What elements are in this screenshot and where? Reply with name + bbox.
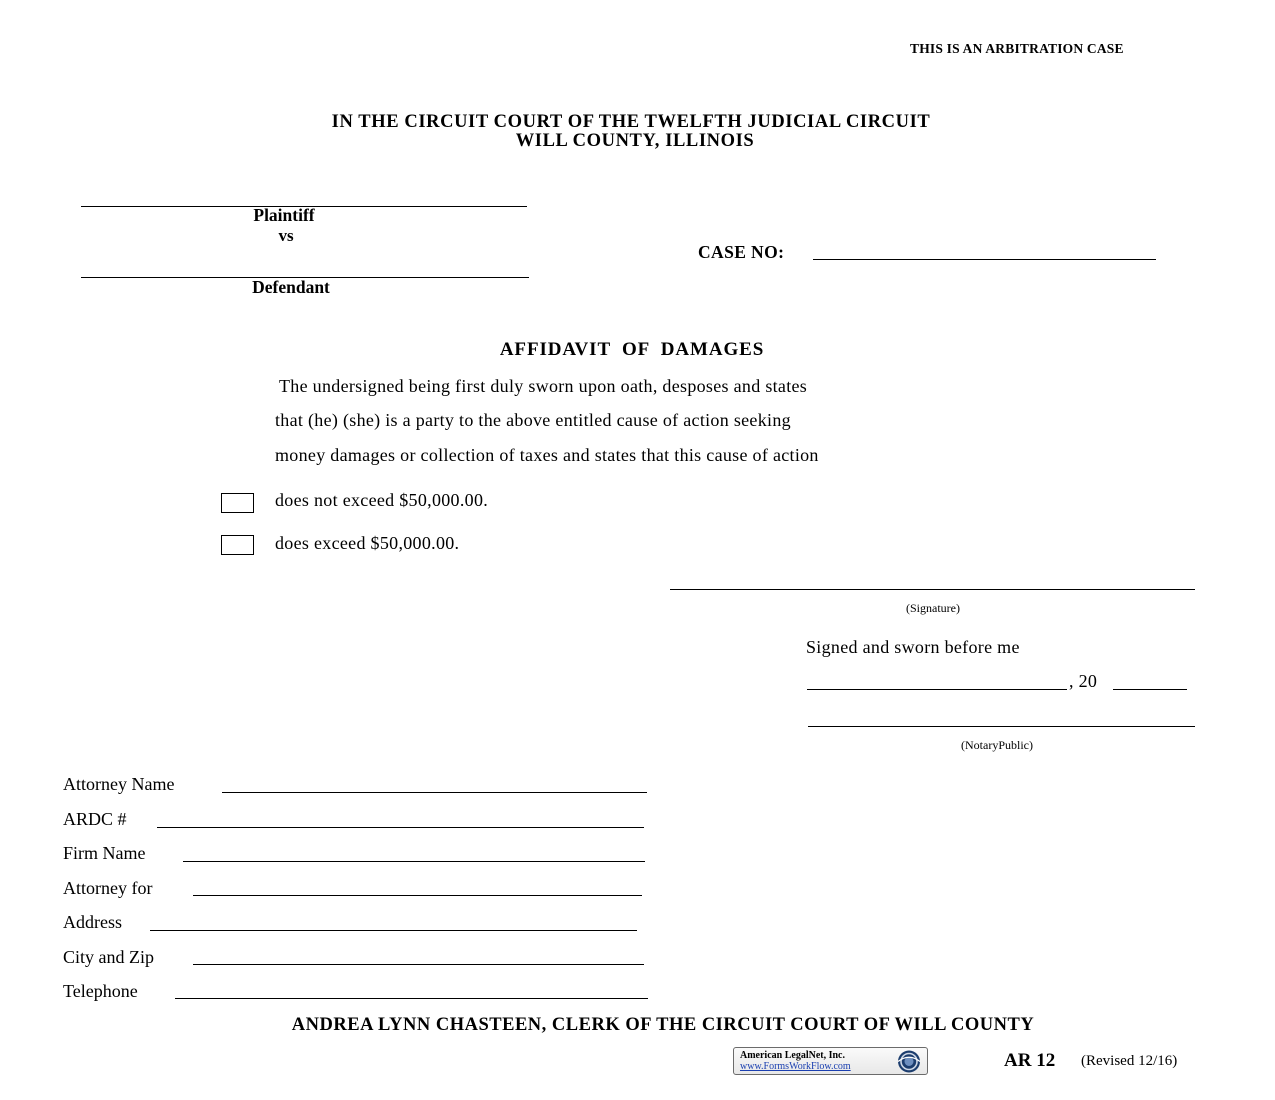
telephone-label: Telephone <box>63 981 138 1001</box>
case-number-label: CASE NO: <box>698 242 785 262</box>
signature-caption: (Signature) <box>906 601 960 615</box>
affidavit-title: AFFIDAVIT OF DAMAGES <box>499 339 765 360</box>
sworn-year-field[interactable] <box>1113 689 1187 690</box>
exceed-label: does exceed $50,000.00. <box>275 533 460 553</box>
address-label: Address <box>63 912 122 932</box>
case-number-field[interactable] <box>813 259 1156 260</box>
clerk-line: ANDREA LYNN CHASTEEN, CLERK OF THE CIRCUIT COURT OF WILL COUNTY <box>291 1015 1035 1035</box>
sworn-date-field[interactable] <box>807 689 1067 690</box>
attorney-for-field[interactable] <box>193 895 642 896</box>
revision-date: (Revised 12/16) <box>1081 1053 1178 1069</box>
city-zip-field[interactable] <box>193 964 644 965</box>
firm-name-field[interactable] <box>183 861 645 862</box>
city-zip-label: City and Zip <box>63 947 154 967</box>
arbitration-notice: THIS IS AN ARBITRATION CASE <box>910 41 1124 56</box>
notary-line[interactable] <box>808 726 1195 727</box>
court-name: IN THE CIRCUIT COURT OF THE TWELFTH JUDICIAL CIRCUIT <box>331 112 931 132</box>
firm-name-label: Firm Name <box>63 843 146 863</box>
globe-icon <box>892 1049 926 1074</box>
notary-caption: (NotaryPublic) <box>961 738 1033 752</box>
exceed-checkbox[interactable] <box>221 535 254 555</box>
signature-line[interactable] <box>670 589 1195 590</box>
logo-url[interactable]: www.FormsWorkFlow.com <box>740 1061 851 1072</box>
vs-label: vs <box>278 226 294 245</box>
affidavit-paragraph-line-2: that (he) (she) is a party to the above entitled cause of action seeking <box>275 410 791 430</box>
defendant-label: Defendant <box>252 277 330 297</box>
attorney-name-label: Attorney Name <box>63 774 175 794</box>
telephone-field[interactable] <box>175 998 648 999</box>
american-legalnet-logo[interactable] <box>733 1047 928 1075</box>
affidavit-paragraph-line-1: The undersigned being first duly sworn upon oath, desposes and states <box>279 376 808 396</box>
sworn-text: Signed and sworn before me <box>806 637 1020 657</box>
logo-company-name: American LegalNet, Inc. <box>740 1050 845 1061</box>
ardc-field[interactable] <box>157 827 644 828</box>
address-field[interactable] <box>150 930 637 931</box>
not-exceed-checkbox[interactable] <box>221 493 254 513</box>
form-number: AR 12 <box>1004 1050 1056 1071</box>
affidavit-paragraph-line-3: money damages or collection of taxes and states that this cause of action <box>275 445 819 465</box>
not-exceed-label: does not exceed $50,000.00. <box>275 490 489 510</box>
plaintiff-label: Plaintiff <box>253 205 315 225</box>
attorney-for-label: Attorney for <box>63 878 153 898</box>
attorney-name-field[interactable] <box>222 792 647 793</box>
year-prefix: , 20 <box>1069 671 1098 691</box>
ardc-label: ARDC # <box>63 809 127 829</box>
court-county: WILL COUNTY, ILLINOIS <box>515 131 755 151</box>
